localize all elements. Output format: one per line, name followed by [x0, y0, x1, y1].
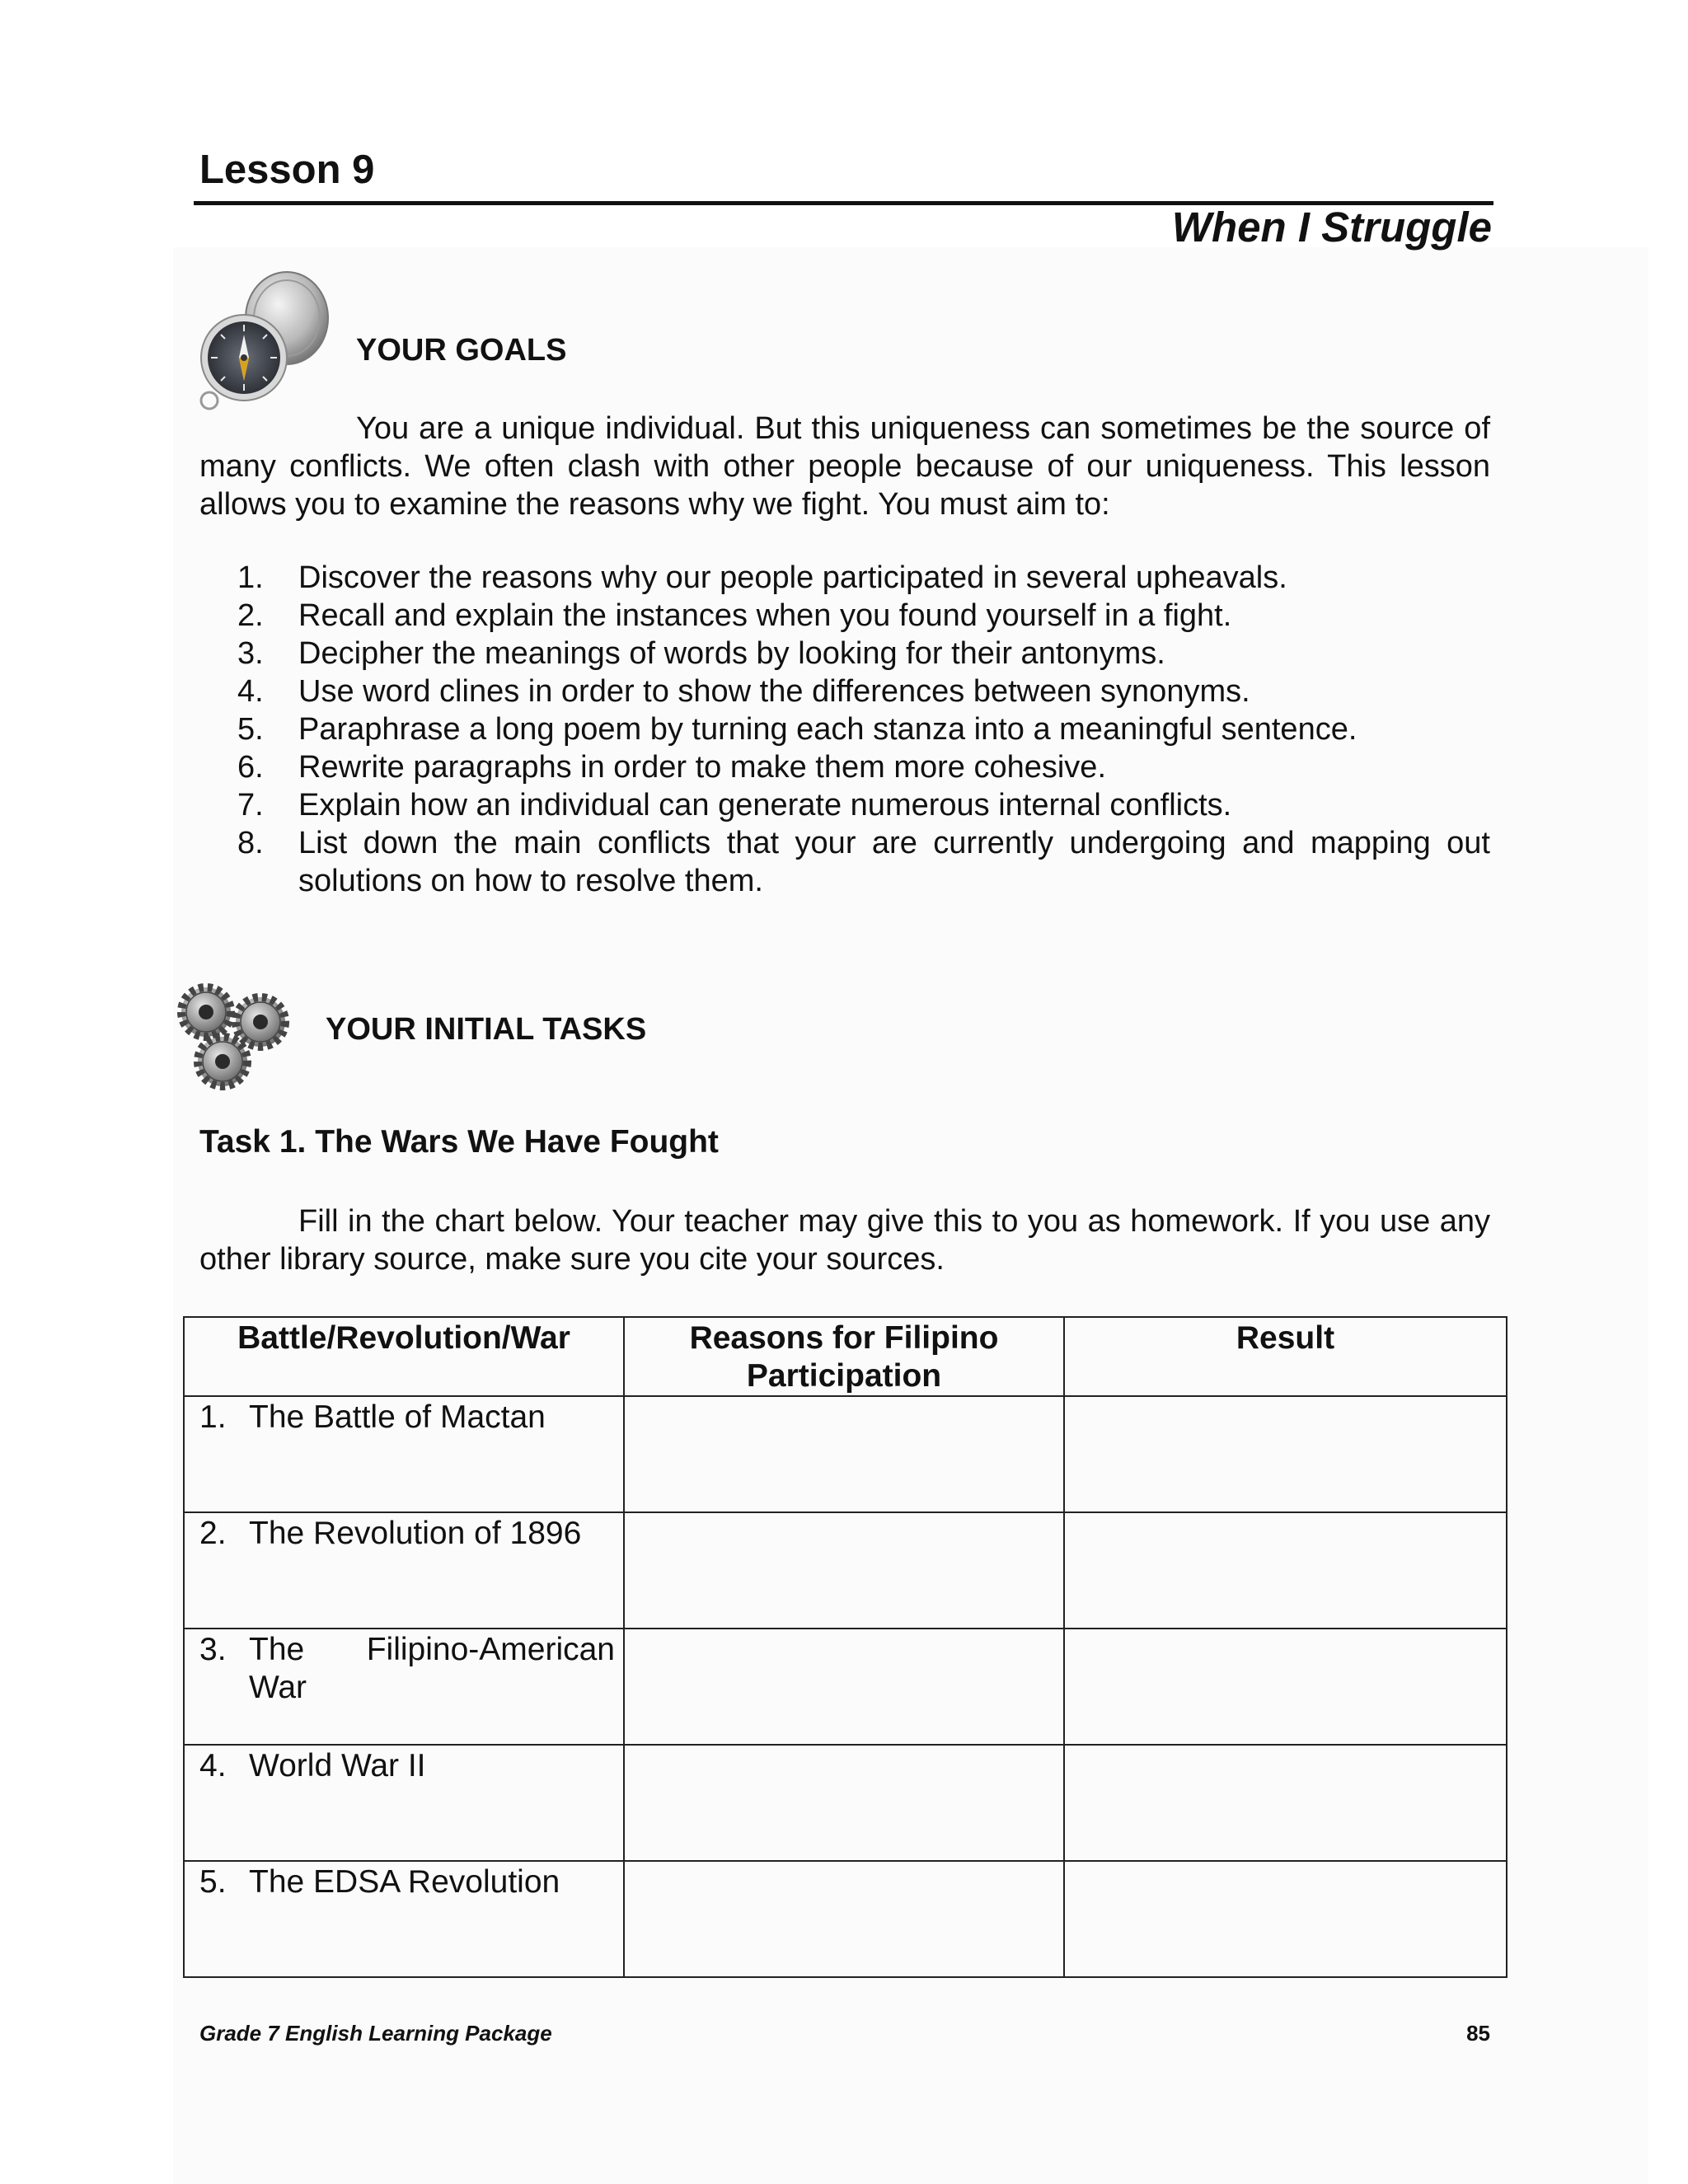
- reasons-cell[interactable]: [624, 1629, 1064, 1745]
- list-item: 6. Rewrite paragraphs in order to make them more cohesive.: [237, 750, 1107, 785]
- task1-title: Task 1. The Wars We Have Fought: [199, 1124, 719, 1160]
- war-cell: 5. The EDSA Revolution: [184, 1861, 624, 1977]
- table-row: [184, 1396, 1507, 1512]
- reasons-cell[interactable]: [624, 1512, 1064, 1629]
- column-header: Reasons for Filipino Participation: [624, 1317, 1064, 1396]
- reasons-cell[interactable]: [624, 1745, 1064, 1861]
- reasons-cell[interactable]: [624, 1396, 1064, 1512]
- list-item: 7. Explain how an individual can generate numerous internal conflicts.: [237, 788, 1232, 823]
- table-row: [184, 1861, 1507, 1977]
- table-row: [184, 1512, 1507, 1629]
- table-row: [184, 1745, 1507, 1861]
- column-header: Result: [1064, 1317, 1507, 1396]
- goals-list: [237, 559, 1490, 900]
- list-item: 8. List down the main conflicts that your are currently undergoing and mapping out solutions on how to resolve them.: [237, 826, 1490, 898]
- war-cell: 2. The Revolution of 1896: [184, 1512, 624, 1629]
- war-cell: 3. The Filipino-American War: [184, 1629, 624, 1745]
- result-cell[interactable]: [1064, 1629, 1507, 1745]
- list-item: 2. Recall and explain the instances when you found yourself in a fight.: [237, 598, 1232, 633]
- column-header: Battle/Revolution/War: [184, 1317, 624, 1396]
- goals-heading: YOUR GOALS: [356, 333, 567, 368]
- gears-icon: [171, 979, 303, 1094]
- compass-icon: [195, 269, 335, 415]
- result-cell[interactable]: [1064, 1745, 1507, 1861]
- result-cell[interactable]: [1064, 1396, 1507, 1512]
- lesson-number: Lesson 9: [199, 148, 375, 192]
- tasks-heading: YOUR INITIAL TASKS: [326, 1012, 647, 1047]
- table-header-row: [184, 1317, 1507, 1396]
- list-item: 4. Use word clines in order to show the differences between synonyms.: [237, 674, 1250, 709]
- reasons-cell[interactable]: [624, 1861, 1064, 1977]
- page-number: 85: [1466, 2021, 1490, 2046]
- war-cell: 1. The Battle of Mactan: [184, 1396, 624, 1512]
- lesson-title: When I Struggle: [1171, 204, 1492, 251]
- list-item: 5. Paraphrase a long poem by turning each stanza into a meaningful sentence.: [237, 712, 1357, 747]
- list-item: 3. Decipher the meanings of words by looking for their antonyms.: [237, 636, 1165, 671]
- table-row: [184, 1629, 1507, 1745]
- list-item: 1. Discover the reasons why our people participated in several upheavals.: [237, 560, 1287, 595]
- result-cell[interactable]: [1064, 1861, 1507, 1977]
- result-cell[interactable]: [1064, 1512, 1507, 1629]
- war-cell: 4. World War II: [184, 1745, 624, 1861]
- goals-intro: You are a unique individual. But this uniqueness can sometimes be the source of many conflicts. We often clash with other people because of our uniqueness. This lesson allows you to examine the reasons why we fight. You must aim to:: [199, 411, 1490, 522]
- wars-chart-table: [183, 1316, 1507, 1978]
- task1-instructions: Fill in the chart below. Your teacher may give this to you as homework. If you use any other library source, make sure you cite your sources.: [199, 1204, 1490, 1277]
- footer-publication: Grade 7 English Learning Package: [199, 2021, 552, 2046]
